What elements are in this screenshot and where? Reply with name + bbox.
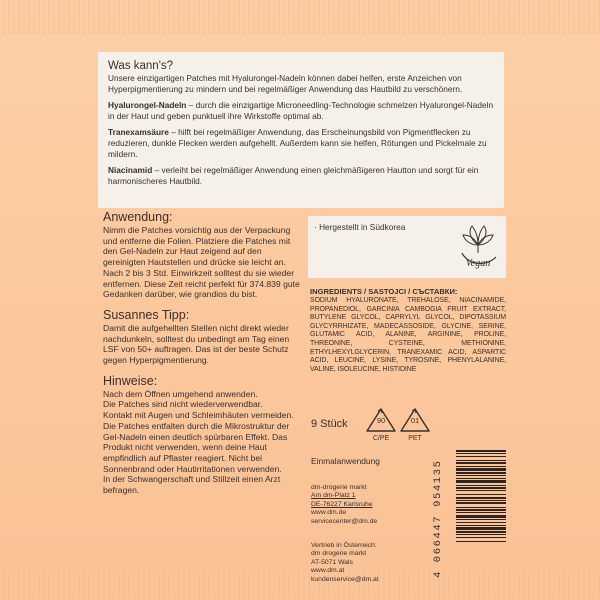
info-item-tranexam — [108, 127, 496, 159]
tip-title: Susannes Tipp: — [103, 307, 190, 322]
address-line: www.dm.de — [311, 509, 347, 517]
info-intro: Unsere einzigartigen Patches mit Hyalurongel-Nadeln können dabei helfen, erste Anzeichen von Hyperpigmentierung zu mindern und bei regelmäßiger Anwendung das Hautbild zu verschönern. — [108, 73, 463, 94]
info-desc: – durch die einzigartige Microneedling-Technologie schmelzen Hyalurongel-Nadeln in der Haut und geben punktuell ihre Wirkstoffe optimal ab. — [108, 100, 494, 121]
address-line: www.dm.at — [311, 567, 345, 575]
address-austria — [311, 542, 379, 584]
info-term: Hyalurongel-Nadeln — [108, 100, 187, 111]
quantity: 9 Stück — [311, 418, 348, 430]
barcode-icon — [456, 448, 506, 576]
info-desc: – verleiht bei regelmäßiger Anwendung einen gleichmäßigeren Hautton und sorgt für ein harmonischeres Hautbild. — [108, 165, 479, 186]
notes-line: In der Schwangerschaft und Stillzeit einen Arzt befragen. — [103, 474, 281, 496]
vegan-label: Vegan — [465, 258, 491, 269]
usage-title: Anwendung: — [103, 210, 173, 224]
recycling-number: 01 — [410, 416, 420, 425]
address-line: dm-drogerie markt — [311, 484, 367, 491]
usage-text: Nimm die Patches vorsichtig aus der Verpackung und entferne die Folien. Platziere die Patches mit den Gel-Nadeln zur Haut zeigend auf den gereinigten Hautstellen und drücke sie leicht an. Nach 2 bis 3 Std. Einwirkzeit solltest du sie wieder entfernen. Diese Zeit reicht perfekt für 374.839 gute Gedanken darüber, wie grandios du bist. — [103, 225, 300, 300]
address-line: dm drogerie markt — [311, 550, 367, 558]
tip-section — [103, 308, 303, 366]
origin-box — [308, 216, 506, 278]
address-line: servicecenter@dm.de — [311, 517, 378, 525]
info-term: Tranexamsäure — [108, 127, 169, 138]
recycling-number: 90 — [376, 416, 386, 425]
recycling-code-pet — [398, 406, 432, 442]
address-line: Am dm-Platz 1 — [311, 492, 356, 500]
address-line: DE-76227 Karlsruhe — [311, 500, 373, 508]
notes-title: Hinweise: — [103, 373, 158, 388]
ingredients-title: INGREDIENTS / SASTOJCI / СЪСТАВКИ: — [310, 287, 458, 296]
notes-line: Die Patches sind nicht wiederverwendbar. — [103, 399, 263, 410]
info-item-niacinamid — [108, 165, 496, 186]
recycling-label: C/PE — [372, 435, 390, 442]
top-seal-edge — [0, 0, 600, 34]
recycling-code-cpe — [364, 406, 398, 442]
vegan-seal-icon — [456, 223, 500, 271]
made-in-text: · Hergestellt in Südkorea — [314, 222, 406, 232]
address-line: Vertrieb in Österreich: — [311, 542, 377, 549]
left-column — [103, 210, 303, 504]
address-germany — [311, 484, 377, 526]
recycling-label: PET — [408, 435, 422, 442]
usage-section — [103, 210, 303, 300]
info-desc: – hilft bei regelmäßiger Anwendung, das Erscheinungsbild von Pigmentflecken zu reduzieren, dunkle Flecken werden aufgehellt. Außerdem kann sie helfen, Rötungen und Pickelmale zu mildern. — [108, 127, 487, 159]
bottom-seal-edge — [0, 570, 600, 600]
address-line: kundenservice@dm.at — [311, 575, 379, 583]
info-term: Niacinamid — [108, 165, 153, 176]
ingredients — [310, 287, 506, 374]
address-line: AT-5071 Wals — [311, 558, 353, 566]
info-box-title: Was kann's? — [108, 60, 174, 72]
notes-line: Die Patches entfalten durch die Mikrostruktur der Gel-Nadeln einen deutlich spürbaren Effekt. Das Produkt nicht verwenden, wenn deine Haut empfindlich auf Pflaster reagiert. Nicht bei Sonnenbrand oder Hautirritationen verwenden. — [103, 420, 290, 474]
info-box — [98, 52, 504, 208]
notes-line: Kontakt mit Augen und Schleimhäuten vermeiden. — [103, 410, 294, 421]
barcode-digits: 4 066447 954135 — [432, 459, 444, 578]
single-use-text: Einmalanwendung — [311, 456, 380, 466]
info-item-hyaluron — [108, 100, 496, 121]
ingredients-text: SODIUM HYALURONATE, TREHALOSE, NIACINAMIDE, PROPANEDIOL, GARCINIA CAMBOGIA FRUIT EXTRACT, BUTYLENE GLYCOL, CAPRYLYL GLYCOL, DIPOTASSIUM GLYCYRRHIZATE, MADECASSOSIDE, GLYCINE, SERINE, GLUTAMIC ACID, ALANINE, ARGININE, PROLINE, THREONINE, CYSTEINE, METHIONINE, ETHYLHEXYLGLYCERIN, TRANEXAMIC ACID, ASPARTIC ACID, LEUCINE, LYSINE, TYROSINE, PHENYLALANINE, VALINE, ISOLEUCINE, HISTIDINE — [310, 297, 506, 373]
notes-line: Nach dem Öffnen umgehend anwenden. — [103, 388, 258, 399]
notes-section — [103, 374, 303, 496]
tip-text: Damit die aufgehellten Stellen nicht direkt wieder nachdunkeln, solltest du unbedingt am Tag einen LSF von 50+ auftragen. Das ist der beste Schutz gegen Hyperpigmentierung. — [103, 322, 290, 366]
